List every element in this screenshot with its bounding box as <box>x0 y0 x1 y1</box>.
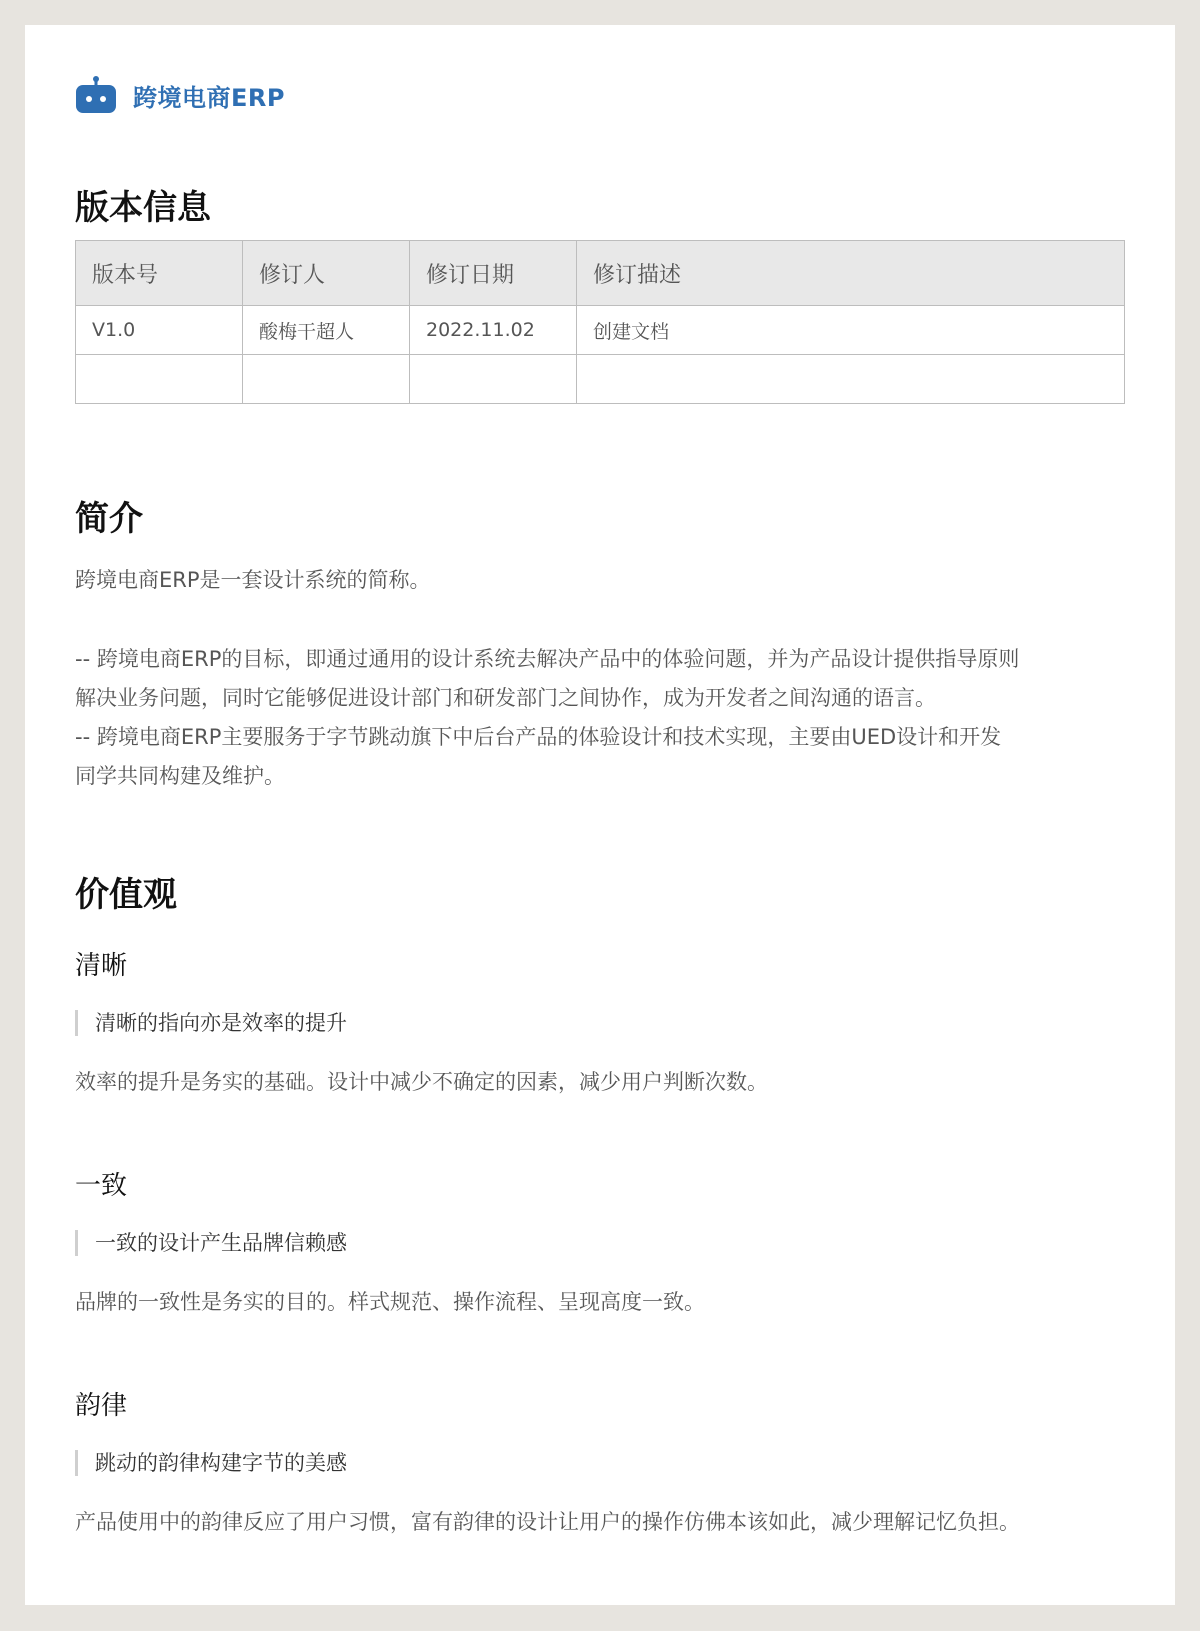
header-version: 版本号 <box>76 241 243 306</box>
value-quote: 一致的设计产生品牌信赖感 <box>75 1230 347 1256</box>
header-reviser: 修订人 <box>243 241 410 306</box>
cell-date: 2022.11.02 <box>410 306 577 355</box>
table-row <box>76 355 1125 404</box>
value-quote: 清晰的指向亦是效率的提升 <box>75 1010 347 1036</box>
value-name: 一致 <box>75 1171 128 1201</box>
cell-date <box>410 355 577 404</box>
intro-line-2: 解决业务问题，同时它能够促进设计部门和研发部门之间协作，成为开发者之间沟通的语言。 <box>75 686 936 710</box>
intro-line-3: -- 跨境电商ERP主要服务于字节跳动旗下中后台产品的体验设计和技术实现，主要由UED设计和开发 <box>75 725 1002 749</box>
header-date: 修订日期 <box>410 241 577 306</box>
intro-line-1: -- 跨境电商ERP的目标，即通过通用的设计系统去解决产品中的体验问题，并为产品设计提供指导原则 <box>75 647 1020 671</box>
robot-icon <box>75 75 117 115</box>
intro-line-4: 同学共同构建及维护。 <box>75 764 285 788</box>
intro-summary: 跨境电商ERP是一套设计系统的简称。 <box>75 568 431 592</box>
value-name: 清晰 <box>75 951 128 981</box>
cell-description <box>577 355 1125 404</box>
intro-title: 简介 <box>75 499 143 539</box>
table-row <box>76 306 1125 355</box>
brand-name: 跨境电商ERP <box>133 83 285 112</box>
version-title: 版本信息 <box>75 188 211 228</box>
value-description: 效率的提升是务实的基础。设计中减少不确定的因素，减少用户判断次数。 <box>75 1070 768 1094</box>
value-quote: 跳动的韵律构建字节的美感 <box>75 1450 347 1476</box>
cell-version <box>76 355 243 404</box>
cell-reviser: 酸梅干超人 <box>243 306 410 355</box>
document-page <box>25 25 1175 1605</box>
cell-reviser <box>243 355 410 404</box>
value-name: 韵律 <box>75 1391 128 1421</box>
values-title: 价值观 <box>75 875 177 915</box>
version-table <box>75 240 1125 404</box>
cell-version: V1.0 <box>76 306 243 355</box>
table-header-row <box>76 241 1125 306</box>
value-description: 产品使用中的韵律反应了用户习惯，富有韵律的设计让用户的操作仿佛本该如此，减少理解记忆负担。 <box>75 1510 1020 1534</box>
header-description: 修订描述 <box>577 241 1125 306</box>
cell-description: 创建文档 <box>577 306 1125 355</box>
value-description: 品牌的一致性是务实的目的。样式规范、操作流程、呈现高度一致。 <box>75 1290 705 1314</box>
brand-logo <box>75 73 285 117</box>
